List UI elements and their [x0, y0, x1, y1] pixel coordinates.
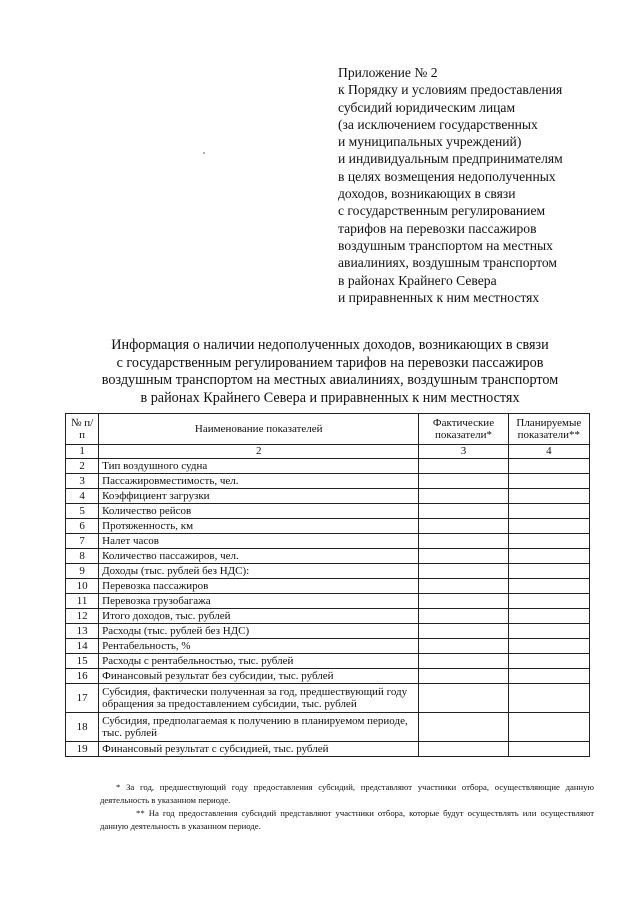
appendix-line: Приложение № 2 [338, 65, 438, 80]
appendix-line: к Порядку и условиям предоставления [338, 82, 563, 98]
table-row [66, 594, 590, 609]
planned-cell [508, 609, 589, 624]
row-label: Финансовый результат без субсидии, тыс. рублей [99, 669, 419, 684]
row-label: Перевозка грузобагажа [99, 594, 419, 609]
row-label: Пассажировместимость, чел. [99, 474, 419, 489]
actual-cell [419, 519, 508, 534]
planned-cell [508, 549, 589, 564]
column-number: 4 [508, 445, 589, 459]
table-row [66, 684, 590, 713]
row-number: 5 [66, 504, 99, 519]
row-label: Перевозка пассажиров [99, 579, 419, 594]
planned-cell [508, 579, 589, 594]
table-row [66, 474, 590, 489]
row-number: 15 [66, 654, 99, 669]
column-number: 3 [419, 445, 508, 459]
row-number: 11 [66, 594, 99, 609]
row-number: 3 [66, 474, 99, 489]
table-row [66, 669, 590, 684]
planned-cell [508, 684, 589, 713]
planned-cell [508, 459, 589, 474]
actual-cell [419, 579, 508, 594]
planned-cell [508, 742, 589, 757]
actual-cell [419, 564, 508, 579]
table-header-row [66, 414, 590, 445]
row-number: 4 [66, 489, 99, 504]
row-number: 19 [66, 742, 99, 757]
row-label: Протяженность, км [99, 519, 419, 534]
actual-cell [419, 684, 508, 713]
table-row [66, 504, 590, 519]
appendix-line: тарифов на перевозки пассажиров [338, 220, 537, 236]
planned-cell [508, 474, 589, 489]
title-line: воздушным транспортом на местных авиалиниях, воздушным транспортом [101, 372, 559, 388]
column-numbers-row [66, 445, 590, 459]
appendix-line: и муниципальных учреждений) [338, 134, 522, 150]
row-number: 13 [66, 624, 99, 639]
row-number: 8 [66, 549, 99, 564]
actual-cell [419, 669, 508, 684]
row-label: Коэффициент загрузки [99, 489, 419, 504]
actual-cell [419, 459, 508, 474]
row-number: 12 [66, 609, 99, 624]
table-row [66, 459, 590, 474]
row-number: 18 [66, 713, 99, 742]
footnote-planned: ** На год предоставления субсидий представляют участники отбора, которые будут осуществлять или осуществляют данную деятельность в указанном периоде. [100, 808, 594, 831]
row-label: Субсидия, предполагаемая к получению в планируемом периоде, тыс. рублей [99, 713, 419, 742]
actual-cell [419, 489, 508, 504]
actual-cell [419, 504, 508, 519]
header-planned: Планируемые показатели** [508, 414, 589, 445]
row-label: Расходы с рентабельностью, тыс. рублей [99, 654, 419, 669]
header-actual: Фактические показатели* [419, 414, 508, 445]
row-number: 6 [66, 519, 99, 534]
table-row [66, 534, 590, 549]
actual-cell [419, 639, 508, 654]
actual-cell [419, 624, 508, 639]
planned-cell [508, 654, 589, 669]
actual-cell [419, 654, 508, 669]
column-number: 2 [99, 445, 419, 459]
row-label: Финансовый результат с субсидией, тыс. рублей [99, 742, 419, 757]
actual-cell [419, 713, 508, 742]
row-label: Рентабельность, % [99, 639, 419, 654]
planned-cell [508, 534, 589, 549]
row-label: Доходы (тыс. рублей без НДС): [99, 564, 419, 579]
appendix-line: воздушным транспортом на местных [338, 237, 553, 253]
row-label: Субсидия, фактически полученная за год, предшествующий году обращения за предоставлением субсидии, тыс. рублей [99, 684, 419, 713]
row-label: Количество рейсов [99, 504, 419, 519]
row-number: 14 [66, 639, 99, 654]
title-line: с государственным регулированием тарифов на перевозки пассажиров [116, 354, 544, 371]
appendix-block [338, 64, 628, 306]
actual-cell [419, 534, 508, 549]
appendix-line: в целях возмещения недополученных [338, 168, 556, 184]
table-row [66, 639, 590, 654]
row-label: Итого доходов, тыс. рублей [99, 609, 419, 624]
appendix-line: и приравненных к ним местностях [338, 289, 540, 305]
title-line: в районах Крайнего Севера и приравненных к ним местностях [140, 389, 520, 406]
row-label: Расходы (тыс. рублей без НДС) [99, 624, 419, 639]
table-row [66, 519, 590, 534]
appendix-line: с государственным регулированием [338, 203, 546, 219]
header-name: Наименование показателей [99, 414, 419, 445]
appendix-line: (за исключением государственных [338, 116, 538, 132]
table-row [66, 564, 590, 579]
planned-cell [508, 594, 589, 609]
planned-cell [508, 639, 589, 654]
row-number: 16 [66, 669, 99, 684]
planned-cell [508, 669, 589, 684]
table-row [66, 549, 590, 564]
planned-cell [508, 713, 589, 742]
appendix-line: в районах Крайнего Севера [338, 272, 497, 288]
planned-cell [508, 504, 589, 519]
footnote-actual: * За год, предшествующий году предоставления субсидий, представляют участники отбора, осуществляющие данную деятельность в указанном периоде. [100, 782, 594, 805]
row-number: 10 [66, 579, 99, 594]
row-number: 9 [66, 564, 99, 579]
scan-speck [203, 152, 205, 154]
row-label: Количество пассажиров, чел. [99, 549, 419, 564]
planned-cell [508, 519, 589, 534]
actual-cell [419, 742, 508, 757]
title-line: Информация о наличии недополученных доходов, возникающих в связи [111, 337, 549, 353]
appendix-line: и индивидуальным предпринимателям [338, 151, 563, 167]
document-title [60, 337, 600, 407]
indicators-table [65, 413, 590, 757]
header-num: № п/п [66, 414, 99, 445]
row-number: 17 [66, 684, 99, 713]
actual-cell [419, 474, 508, 489]
row-number: 7 [66, 534, 99, 549]
table-row [66, 654, 590, 669]
table-row [66, 609, 590, 624]
table-row [66, 713, 590, 742]
row-number: 2 [66, 459, 99, 474]
appendix-line: авиалиниях, воздушным транспортом [338, 255, 558, 271]
table-row [66, 579, 590, 594]
appendix-line: доходов, возникающих в связи [338, 186, 516, 202]
planned-cell [508, 564, 589, 579]
actual-cell [419, 609, 508, 624]
planned-cell [508, 489, 589, 504]
footnotes [100, 781, 594, 832]
row-label: Налет часов [99, 534, 419, 549]
table-row [66, 624, 590, 639]
actual-cell [419, 594, 508, 609]
table-row [66, 742, 590, 757]
table-row [66, 489, 590, 504]
actual-cell [419, 549, 508, 564]
appendix-line: субсидий юридическим лицам [338, 99, 516, 115]
row-label: Тип воздушного судна [99, 459, 419, 474]
column-number: 1 [66, 445, 99, 459]
planned-cell [508, 624, 589, 639]
